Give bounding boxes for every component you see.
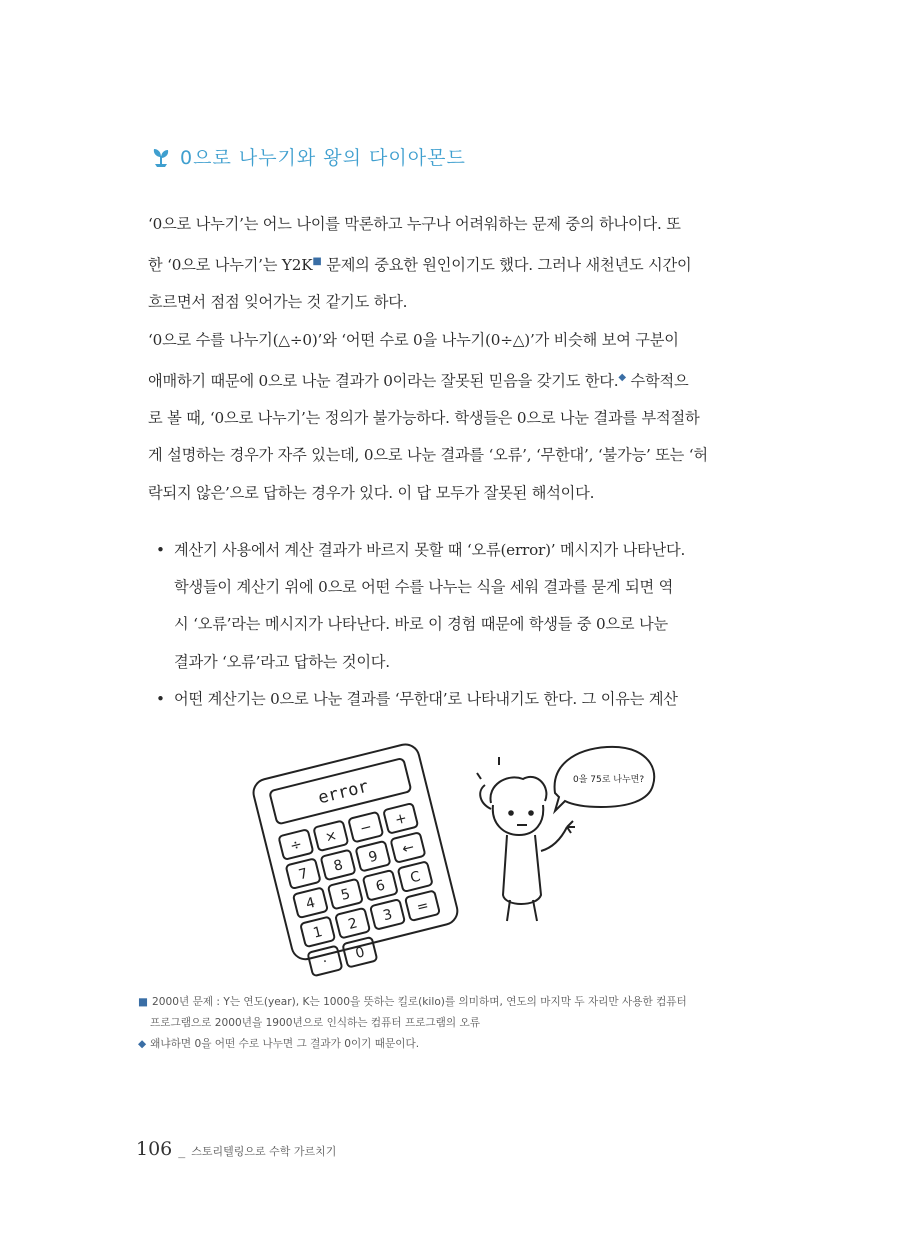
calculator-keypad: [278, 803, 447, 976]
footnote-mark-square: ■: [312, 256, 322, 268]
text-segment: 문제의 중요한 원인이기도 했다. 그러나 새천년도 시간이: [321, 256, 692, 275]
text-line: [148, 243, 752, 284]
calculator-key-label: 4: [304, 894, 317, 913]
bullet-item-2: [150, 681, 750, 718]
calculator-key-label: 1: [311, 923, 325, 942]
calculator-key-label: 9: [367, 848, 380, 867]
diamond-icon: ◆: [138, 1038, 147, 1050]
footnote-2: [138, 1034, 778, 1055]
book-title: 스토리텔링으로 수학 가르치기: [191, 1145, 337, 1158]
text-line: 계산기 사용에서 계산 결과가 바르지 못할 때 ‘오류(error)’ 메시지가 나타난다.: [174, 541, 686, 559]
text-segment: 애매하기 때문에 0으로 나눈 결과가 0이라는 잘못된 믿음을 갖기도 한다.: [148, 371, 619, 390]
bullet-dot: •: [156, 689, 165, 708]
speech-bubble: [555, 747, 655, 811]
speech-text: 0을 75로 나누면?: [573, 775, 645, 785]
bullet-item-1: [150, 532, 750, 681]
calculator-key-label: 8: [332, 857, 345, 875]
text-segment: 한 ‘0으로 나누기’는 Y2K: [148, 256, 313, 275]
calculator-drawing: [251, 742, 465, 980]
text-line: 흐르면서 점점 잊어가는 것 같기도 하다.: [148, 293, 408, 312]
calculator-key-label: 5: [339, 886, 352, 904]
footnote-text: 왜냐하면 0을 어떤 수로 나누면 그 결과가 0이기 때문이다.: [150, 1038, 420, 1050]
calculator-key-label: ×: [323, 827, 339, 846]
calculator-key-label: ÷: [288, 836, 304, 855]
calculator-key-label: =: [415, 897, 431, 916]
calculator-key-label: 7: [297, 865, 310, 884]
calculator-key-label: ·: [321, 953, 330, 971]
calculator-key-label: C: [408, 868, 423, 887]
text-line: 락되지 않은’으로 답하는 경우가 있다. 이 답 모두가 잘못된 해석이다.: [148, 483, 595, 502]
footer-separator: _: [178, 1143, 186, 1159]
page-footer: [136, 1138, 336, 1160]
text-segment: 수학적으: [625, 371, 689, 390]
paragraph-2: [148, 322, 752, 512]
footnote-mark-diamond: ◆: [618, 371, 626, 383]
section-title: 0으로 나누기와 왕의 다이아몬드: [180, 147, 466, 169]
body-text: [148, 206, 752, 512]
calculator-key-label: 6: [374, 877, 387, 896]
text-line: 학생들이 계산기 위에 0으로 어떤 수를 나누는 식을 세워 결과를 묻게 되면 역: [174, 578, 674, 597]
calculator-key-label: 3: [381, 906, 395, 925]
footnote-1: [138, 992, 778, 1013]
footnotes: [138, 992, 778, 1055]
paragraph-1: [148, 206, 752, 322]
bullet-list: [150, 532, 750, 718]
bullet-dot: •: [156, 541, 165, 559]
text-line: 시 ‘오류’라는 메시지가 나타난다. 바로 이 경험 때문에 학생들 중 0으로 나눈: [174, 615, 668, 634]
calculator-illustration: [255, 735, 675, 971]
calculator-key-label: +: [393, 810, 409, 829]
sprout-icon: [150, 146, 172, 168]
text-line: 로 볼 때, ‘0으로 나누기’는 정의가 불가능하다. 학생들은 0으로 나눈 결과를 부적절하: [148, 409, 700, 428]
square-icon: ■: [138, 996, 149, 1008]
calculator-key-label: −: [358, 818, 374, 838]
text-line: ‘0으로 나누기’는 어느 나이를 막론하고 누구나 어려워하는 문제 중의 하나이다. 또: [148, 215, 681, 233]
text-line: ‘0으로 수를 나누기(△÷0)’와 ‘어떤 수로 0을 나누기(0÷△)’가 비슷해 보여 구분이: [148, 330, 679, 349]
page-number: 106: [136, 1138, 173, 1160]
text-line: 어떤 계산기는 0으로 나눈 결과를 ‘무한대’로 나타내기도 한다. 그 이유는 계산: [174, 689, 678, 708]
text-line: [148, 359, 752, 400]
section-heading: [150, 143, 466, 170]
footnote-1-continued: 프로그램으로 2000년을 1900년으로 인식하는 컴퓨터 프로그램의 오류: [150, 1017, 480, 1029]
text-line: 게 설명하는 경우가 자주 있는데, 0으로 나눈 결과를 ‘오류’, ‘무한대’, ‘불가능’ 또는 ‘허: [148, 446, 708, 465]
calculator-key-label: 0: [353, 944, 367, 963]
calculator-key-label: ←: [400, 839, 416, 858]
footnote-text: 2000년 문제 : Y는 연도(year), K는 1000을 뜻하는 킬로(kilo)를 의미하며, 연도의 마지막 두 자리만 사용한 컴퓨터: [152, 996, 687, 1008]
calculator-key-label: 2: [346, 915, 360, 933]
text-line: 결과가 ‘오류’라고 답하는 것이다.: [174, 652, 390, 671]
calculator-display-text: error: [316, 776, 371, 809]
